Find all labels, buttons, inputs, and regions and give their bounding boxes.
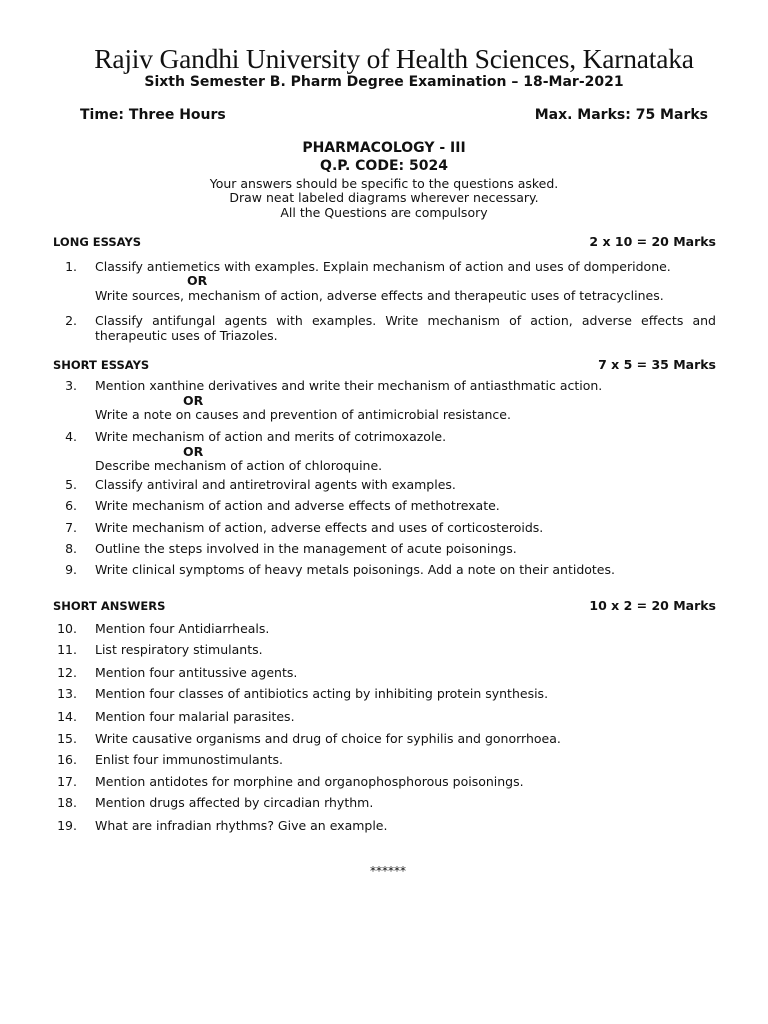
question-text: What are infradian rhythms? Give an example. [95, 818, 388, 833]
question-number: 9. [65, 562, 77, 577]
time-duration: Time: Three Hours [80, 107, 226, 123]
question-text: Write a note on causes and prevention of antimicrobial resistance. [95, 407, 511, 422]
question-text: Describe mechanism of action of chloroquine. [95, 458, 383, 473]
question-number: 18. [57, 795, 77, 810]
question-text: Write causative organisms and drug of choice for syphilis and gonorrhoea. [95, 731, 561, 746]
instruction-line: All the Questions are compulsory [280, 205, 488, 220]
question-number: 16. [57, 752, 77, 767]
question-text: Mention xanthine derivatives and write their mechanism of antiasthmatic action. [95, 378, 603, 393]
question-number: 11. [57, 642, 77, 657]
question-number: 5. [65, 477, 77, 492]
or-separator: OR [183, 444, 204, 459]
question-number: 3. [65, 378, 77, 393]
question-text: Classify antiemetics with examples. Explain mechanism of action and uses of domperidone. [95, 259, 671, 274]
question-number: 14. [57, 709, 77, 724]
question-text: Write mechanism of action, adverse effects and uses of corticosteroids. [95, 520, 544, 535]
question-number: 2. [65, 313, 77, 328]
question-text: Classify antiviral and antiretroviral agents with examples. [95, 477, 456, 492]
question-number: 1. [65, 259, 77, 274]
section-title-short-essays: SHORT ESSAYS [53, 358, 150, 372]
or-separator: OR [183, 393, 204, 408]
question-text: Write mechanism of action and merits of cotrimoxazole. [95, 429, 447, 444]
max-marks: Max. Marks: 75 Marks [534, 107, 708, 123]
question-text: Write mechanism of action and adverse effects of methotrexate. [95, 498, 500, 513]
question-number: 7. [65, 520, 77, 535]
question-number: 4. [65, 429, 77, 444]
question-number: 17. [57, 774, 77, 789]
question-text: Outline the steps involved in the management of acute poisonings. [95, 541, 517, 556]
question-number: 10. [57, 621, 77, 636]
question-number: 13. [57, 686, 77, 701]
subject-title: PHARMACOLOGY - III [302, 140, 466, 156]
instruction-line: Draw neat labeled diagrams wherever necessary. [229, 190, 539, 205]
question-text: Mention four antitussive agents. [95, 665, 298, 680]
qp-code: Q.P. CODE: 5024 [320, 158, 448, 174]
section-marks-long-essays: 2 x 10 = 20 Marks [589, 234, 716, 249]
question-number: 15. [57, 731, 77, 746]
or-separator: OR [187, 273, 208, 288]
question-number: 12. [57, 665, 77, 680]
question-number: 8. [65, 541, 77, 556]
question-text: Classify antifungal agents with examples. Write mechanism of action, adverse effects and therapeutic uses of Triazoles. [95, 313, 716, 343]
section-marks-short-essays: 7 x 5 = 35 Marks [598, 357, 716, 372]
question-text: Write clinical symptoms of heavy metals poisonings. Add a note on their antidotes. [95, 562, 615, 577]
university-title: Rajiv Gandhi University of Health Sciences, Karnataka [94, 43, 694, 74]
question-text: Mention antidotes for morphine and organophosphorous poisonings. [95, 774, 524, 789]
section-title-long-essays: LONG ESSAYS [53, 235, 142, 249]
section-marks-short-answers: 10 x 2 = 20 Marks [589, 598, 716, 613]
question-number: 6. [65, 498, 77, 513]
end-marker: ****** [370, 864, 406, 878]
question-text: List respiratory stimulants. [95, 642, 263, 657]
instruction-line: Your answers should be specific to the questions asked. [209, 176, 559, 191]
question-text: Write sources, mechanism of action, adverse effects and therapeutic uses of tetracyclines. [95, 288, 664, 303]
exam-subtitle: Sixth Semester B. Pharm Degree Examination – 18-Mar-2021 [144, 74, 624, 90]
question-text: Mention drugs affected by circadian rhythm. [95, 795, 374, 810]
question-text: Mention four malarial parasites. [95, 709, 295, 724]
question-text: Enlist four immunostimulants. [95, 752, 283, 767]
question-number: 19. [57, 818, 77, 833]
section-title-short-answers: SHORT ANSWERS [53, 599, 166, 613]
question-text: Mention four Antidiarrheals. [95, 621, 270, 636]
question-text: Mention four classes of antibiotics acting by inhibiting protein synthesis. [95, 686, 549, 701]
